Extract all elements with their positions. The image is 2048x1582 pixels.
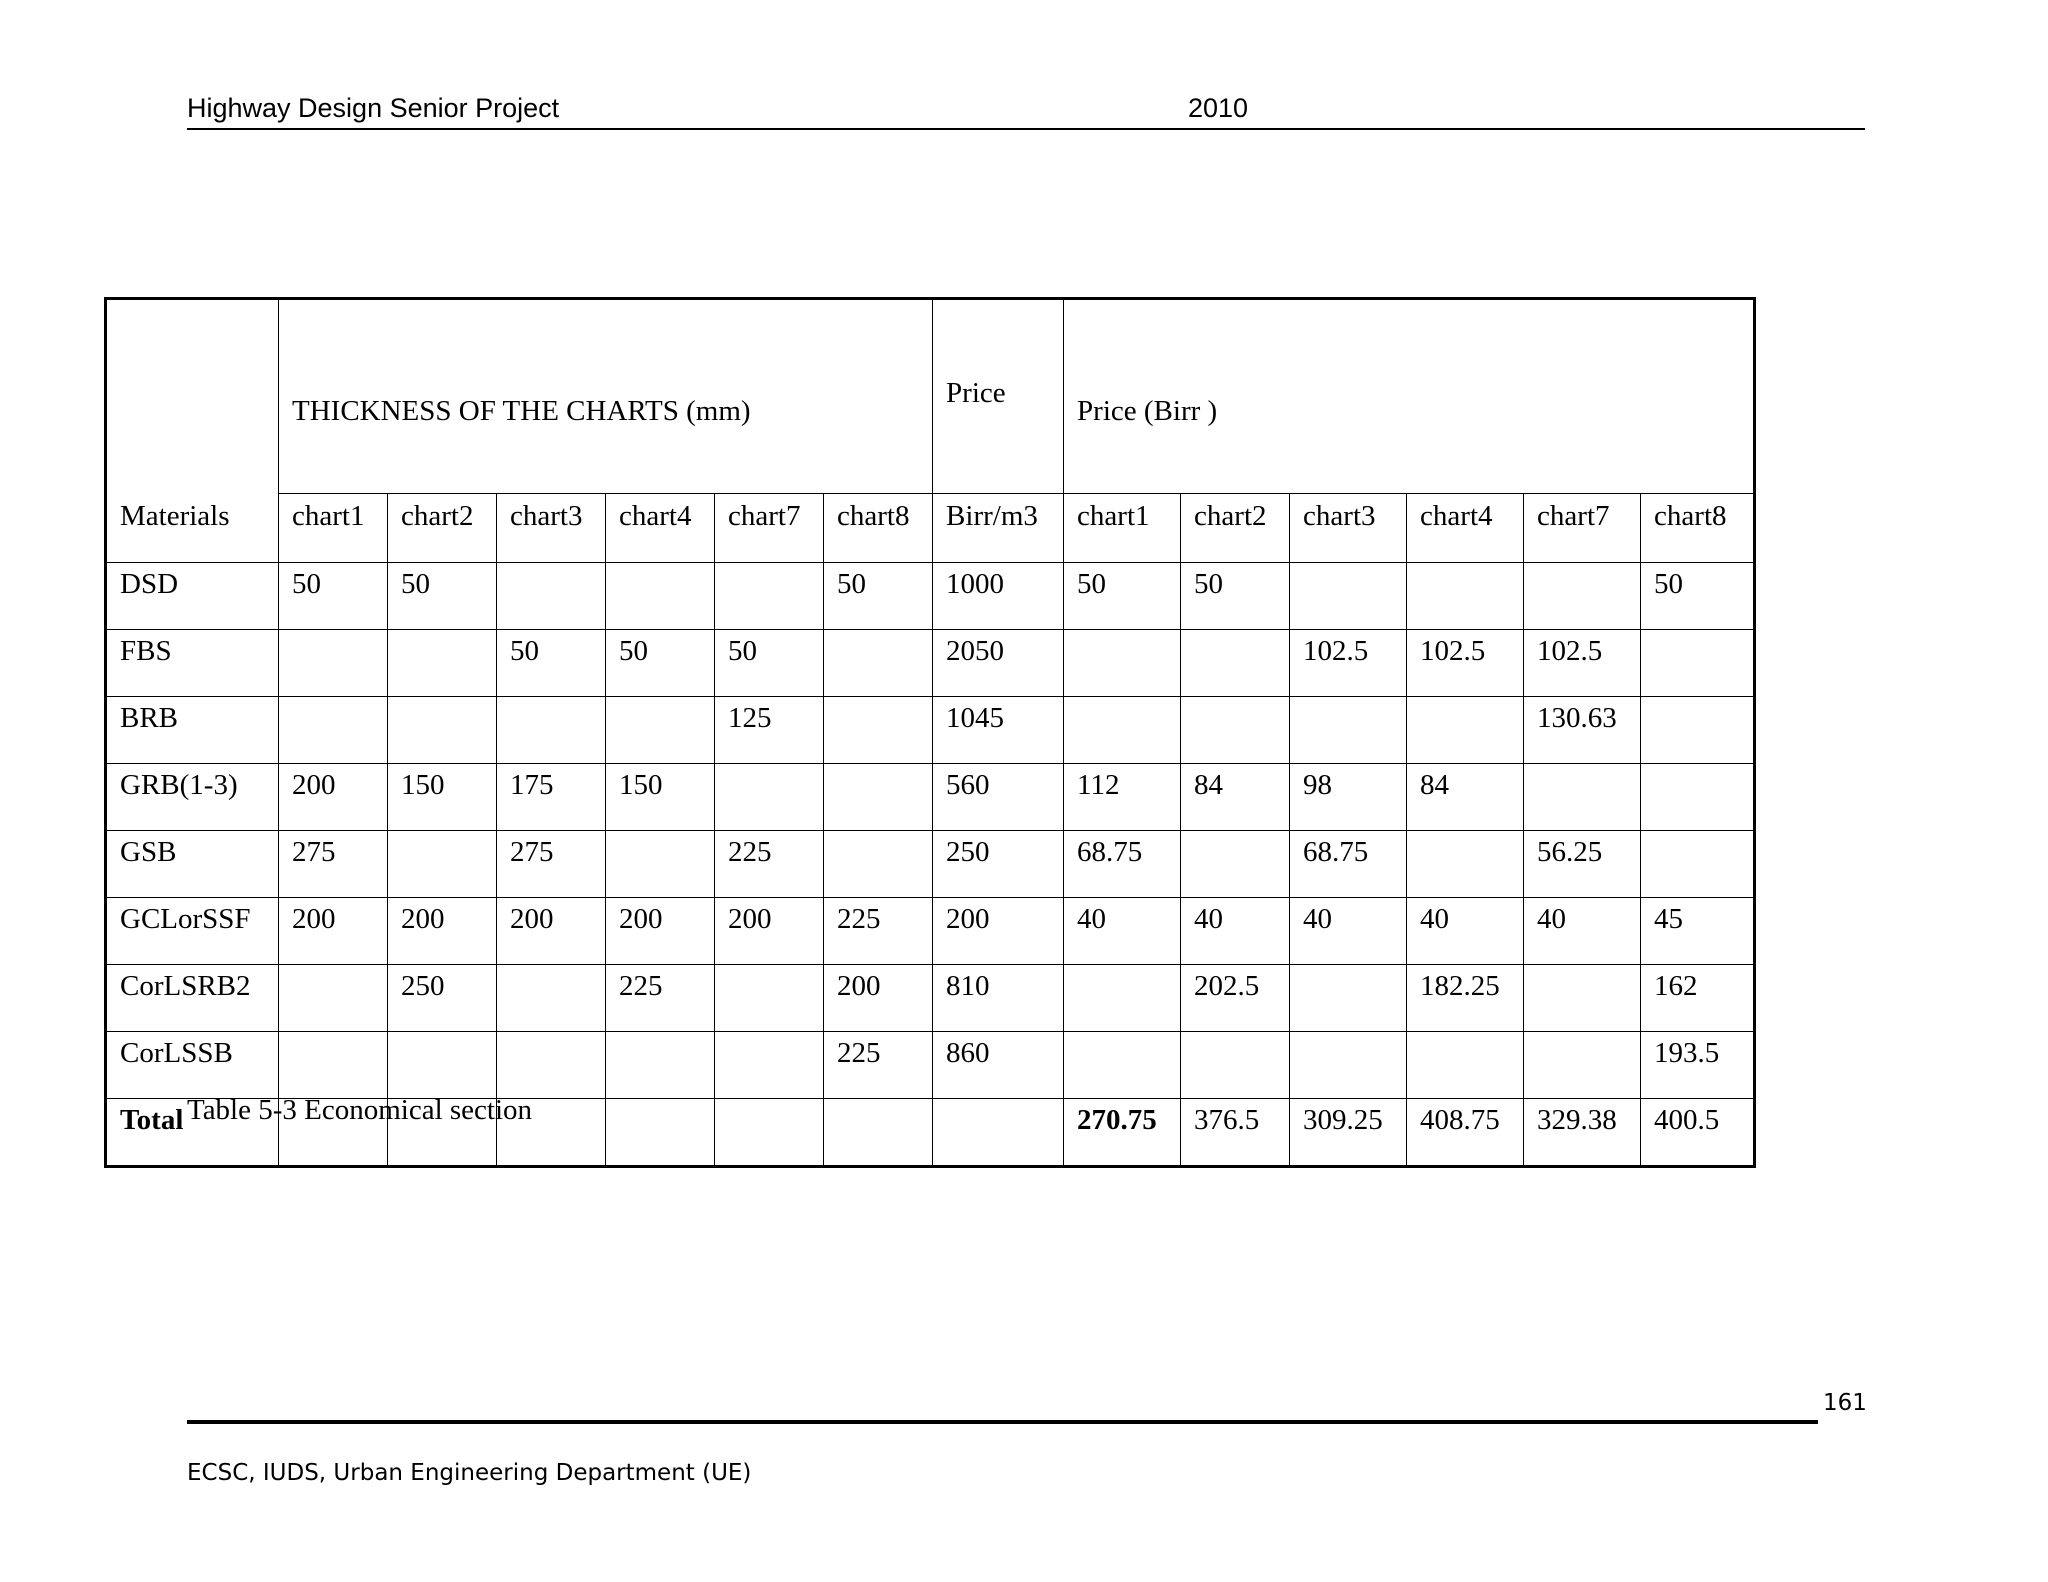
price-cell bbox=[1290, 697, 1407, 764]
thickness-cell: 150 bbox=[388, 764, 497, 831]
thickness-cell bbox=[388, 697, 497, 764]
price-col-chart2: chart2 bbox=[1181, 494, 1290, 563]
thickness-cell: 200 bbox=[388, 898, 497, 965]
thickness-cell: 225 bbox=[824, 898, 933, 965]
economical-section-table bbox=[104, 297, 1756, 1168]
price-cell bbox=[1064, 697, 1181, 764]
thickness-cell bbox=[388, 630, 497, 697]
header-row-top bbox=[106, 299, 1755, 494]
thickness-cell bbox=[279, 697, 388, 764]
unit-price-cell: 2050 bbox=[933, 630, 1064, 697]
header-row-columns bbox=[106, 494, 1755, 563]
thickness-cell: 200 bbox=[824, 965, 933, 1032]
price-cell: 112 bbox=[1064, 764, 1181, 831]
materials-header-cell bbox=[106, 299, 279, 494]
price-cell: 50 bbox=[1064, 563, 1181, 630]
thickness-cell: 50 bbox=[715, 630, 824, 697]
empty-cell bbox=[933, 1099, 1064, 1167]
thickness-cell bbox=[606, 697, 715, 764]
thickness-cell: 275 bbox=[279, 831, 388, 898]
thickness-cell: 50 bbox=[824, 563, 933, 630]
table-row bbox=[106, 563, 1755, 630]
thickness-cell: 200 bbox=[606, 898, 715, 965]
footer-rule bbox=[187, 1420, 1818, 1424]
price-cell bbox=[1181, 831, 1290, 898]
price-cell bbox=[1641, 764, 1755, 831]
price-cell bbox=[1181, 1032, 1290, 1099]
price-cell: 40 bbox=[1181, 898, 1290, 965]
thickness-cell: 225 bbox=[715, 831, 824, 898]
price-cell bbox=[1641, 831, 1755, 898]
material-name: FBS bbox=[106, 630, 279, 697]
price-cell: 50 bbox=[1641, 563, 1755, 630]
price-birr-heading: Price (Birr ) bbox=[1064, 299, 1755, 494]
price-cell bbox=[1524, 965, 1641, 1032]
price-cell bbox=[1290, 563, 1407, 630]
price-cell: 193.5 bbox=[1641, 1032, 1755, 1099]
price-cell: 68.75 bbox=[1064, 831, 1181, 898]
price-cell: 84 bbox=[1407, 764, 1524, 831]
thickness-cell: 200 bbox=[279, 898, 388, 965]
thickness-cell bbox=[279, 1032, 388, 1099]
price-cell: 102.5 bbox=[1407, 630, 1524, 697]
unit-price-cell: 200 bbox=[933, 898, 1064, 965]
thickness-cell: 150 bbox=[606, 764, 715, 831]
unit-price-cell: 860 bbox=[933, 1032, 1064, 1099]
price-cell bbox=[1290, 965, 1407, 1032]
price-cell: 40 bbox=[1524, 898, 1641, 965]
total-price-cell: 376.5 bbox=[1181, 1099, 1290, 1167]
empty-cell bbox=[606, 1099, 715, 1167]
price-cell: 84 bbox=[1181, 764, 1290, 831]
total-label: Total bbox=[106, 1099, 279, 1167]
price-cell: 102.5 bbox=[1290, 630, 1407, 697]
thickness-col-chart1: chart1 bbox=[279, 494, 388, 563]
unit-price-cell: 560 bbox=[933, 764, 1064, 831]
thickness-heading: THICKNESS OF THE CHARTS (mm) bbox=[279, 299, 933, 494]
price-cell: 40 bbox=[1064, 898, 1181, 965]
table-row bbox=[106, 697, 1755, 764]
table-row bbox=[106, 1032, 1755, 1099]
price-cell bbox=[1181, 630, 1290, 697]
thickness-cell: 225 bbox=[824, 1032, 933, 1099]
thickness-cell bbox=[824, 764, 933, 831]
thickness-cell bbox=[497, 697, 606, 764]
unit-price-cell: 810 bbox=[933, 965, 1064, 1032]
table-row bbox=[106, 630, 1755, 697]
price-cell bbox=[1524, 764, 1641, 831]
thickness-cell bbox=[606, 563, 715, 630]
price-cell bbox=[1524, 1032, 1641, 1099]
thickness-cell bbox=[715, 1032, 824, 1099]
price-cell: 40 bbox=[1407, 898, 1524, 965]
price-cell bbox=[1641, 630, 1755, 697]
unit-price-cell: 1000 bbox=[933, 563, 1064, 630]
price-col-chart8: chart8 bbox=[1641, 494, 1755, 563]
thickness-cell bbox=[497, 965, 606, 1032]
thickness-col-chart2: chart2 bbox=[388, 494, 497, 563]
price-cell bbox=[1064, 1032, 1181, 1099]
thickness-col-chart8: chart8 bbox=[824, 494, 933, 563]
material-name: BRB bbox=[106, 697, 279, 764]
thickness-cell bbox=[388, 1032, 497, 1099]
thickness-cell: 125 bbox=[715, 697, 824, 764]
price-cell: 98 bbox=[1290, 764, 1407, 831]
unit-price-label: Birr/m3 bbox=[933, 494, 1064, 563]
empty-cell bbox=[715, 1099, 824, 1167]
price-cell bbox=[1407, 697, 1524, 764]
total-price-cell: 408.75 bbox=[1407, 1099, 1524, 1167]
thickness-cell bbox=[388, 831, 497, 898]
thickness-cell bbox=[715, 764, 824, 831]
price-cell bbox=[1290, 1032, 1407, 1099]
total-price-cell: 309.25 bbox=[1290, 1099, 1407, 1167]
thickness-cell bbox=[279, 630, 388, 697]
material-name: GSB bbox=[106, 831, 279, 898]
material-name: CorLSSB bbox=[106, 1032, 279, 1099]
thickness-cell bbox=[497, 563, 606, 630]
price-cell bbox=[1407, 1032, 1524, 1099]
thickness-col-chart4: chart4 bbox=[606, 494, 715, 563]
price-cell bbox=[1407, 831, 1524, 898]
table-row bbox=[106, 764, 1755, 831]
price-col-chart1: chart1 bbox=[1064, 494, 1181, 563]
thickness-cell bbox=[824, 697, 933, 764]
price-cell: 40 bbox=[1290, 898, 1407, 965]
thickness-cell: 50 bbox=[388, 563, 497, 630]
materials-label: Materials bbox=[106, 494, 279, 563]
footer-department: ECSC, IUDS, Urban Engineering Department (UE) bbox=[187, 1460, 752, 1486]
price-cell: 56.25 bbox=[1524, 831, 1641, 898]
price-cell: 50 bbox=[1181, 563, 1290, 630]
thickness-cell bbox=[824, 831, 933, 898]
thickness-cell bbox=[606, 831, 715, 898]
thickness-cell bbox=[715, 563, 824, 630]
table-row bbox=[106, 898, 1755, 965]
price-cell: 68.75 bbox=[1290, 831, 1407, 898]
price-cell: 182.25 bbox=[1407, 965, 1524, 1032]
total-price-cell: 400.5 bbox=[1641, 1099, 1755, 1167]
material-name: GRB(1-3) bbox=[106, 764, 279, 831]
thickness-col-chart3: chart3 bbox=[497, 494, 606, 563]
thickness-cell bbox=[824, 630, 933, 697]
thickness-cell: 275 bbox=[497, 831, 606, 898]
thickness-cell: 50 bbox=[279, 563, 388, 630]
price-cell: 45 bbox=[1641, 898, 1755, 965]
price-cell bbox=[1407, 563, 1524, 630]
price-cell bbox=[1064, 965, 1181, 1032]
price-cell: 102.5 bbox=[1524, 630, 1641, 697]
thickness-cell bbox=[715, 965, 824, 1032]
thickness-cell: 175 bbox=[497, 764, 606, 831]
thickness-cell: 200 bbox=[715, 898, 824, 965]
total-price-cell: 329.38 bbox=[1524, 1099, 1641, 1167]
table-row bbox=[106, 831, 1755, 898]
thickness-cell: 50 bbox=[606, 630, 715, 697]
thickness-cell: 200 bbox=[279, 764, 388, 831]
price-heading: Price bbox=[933, 299, 1064, 494]
material-name: CorLSRB2 bbox=[106, 965, 279, 1032]
material-name: DSD bbox=[106, 563, 279, 630]
thickness-cell bbox=[606, 1032, 715, 1099]
price-col-chart7: chart7 bbox=[1524, 494, 1641, 563]
page-header bbox=[187, 90, 1865, 130]
price-col-chart4: chart4 bbox=[1407, 494, 1524, 563]
material-name: GCLorSSF bbox=[106, 898, 279, 965]
price-cell bbox=[1524, 563, 1641, 630]
price-cell bbox=[1641, 697, 1755, 764]
price-cell bbox=[1181, 697, 1290, 764]
unit-price-cell: 250 bbox=[933, 831, 1064, 898]
price-col-chart3: chart3 bbox=[1290, 494, 1407, 563]
thickness-cell bbox=[279, 965, 388, 1032]
thickness-col-chart7: chart7 bbox=[715, 494, 824, 563]
unit-price-cell: 1045 bbox=[933, 697, 1064, 764]
price-cell: 162 bbox=[1641, 965, 1755, 1032]
thickness-cell: 225 bbox=[606, 965, 715, 1032]
total-price-cell: 270.75 bbox=[1064, 1099, 1181, 1167]
table-row bbox=[106, 965, 1755, 1032]
price-cell bbox=[1064, 630, 1181, 697]
thickness-cell: 250 bbox=[388, 965, 497, 1032]
thickness-cell: 200 bbox=[497, 898, 606, 965]
thickness-cell: 50 bbox=[497, 630, 606, 697]
table-caption: Table 5-3 Economical section bbox=[187, 1094, 533, 1126]
thickness-cell bbox=[497, 1032, 606, 1099]
price-cell: 130.63 bbox=[1524, 697, 1641, 764]
document-title: Highway Design Senior Project bbox=[187, 93, 560, 123]
page-number: 161 bbox=[1823, 1390, 1867, 1416]
price-cell: 202.5 bbox=[1181, 965, 1290, 1032]
empty-cell bbox=[824, 1099, 933, 1167]
document-year: 2010 bbox=[1188, 93, 1249, 123]
